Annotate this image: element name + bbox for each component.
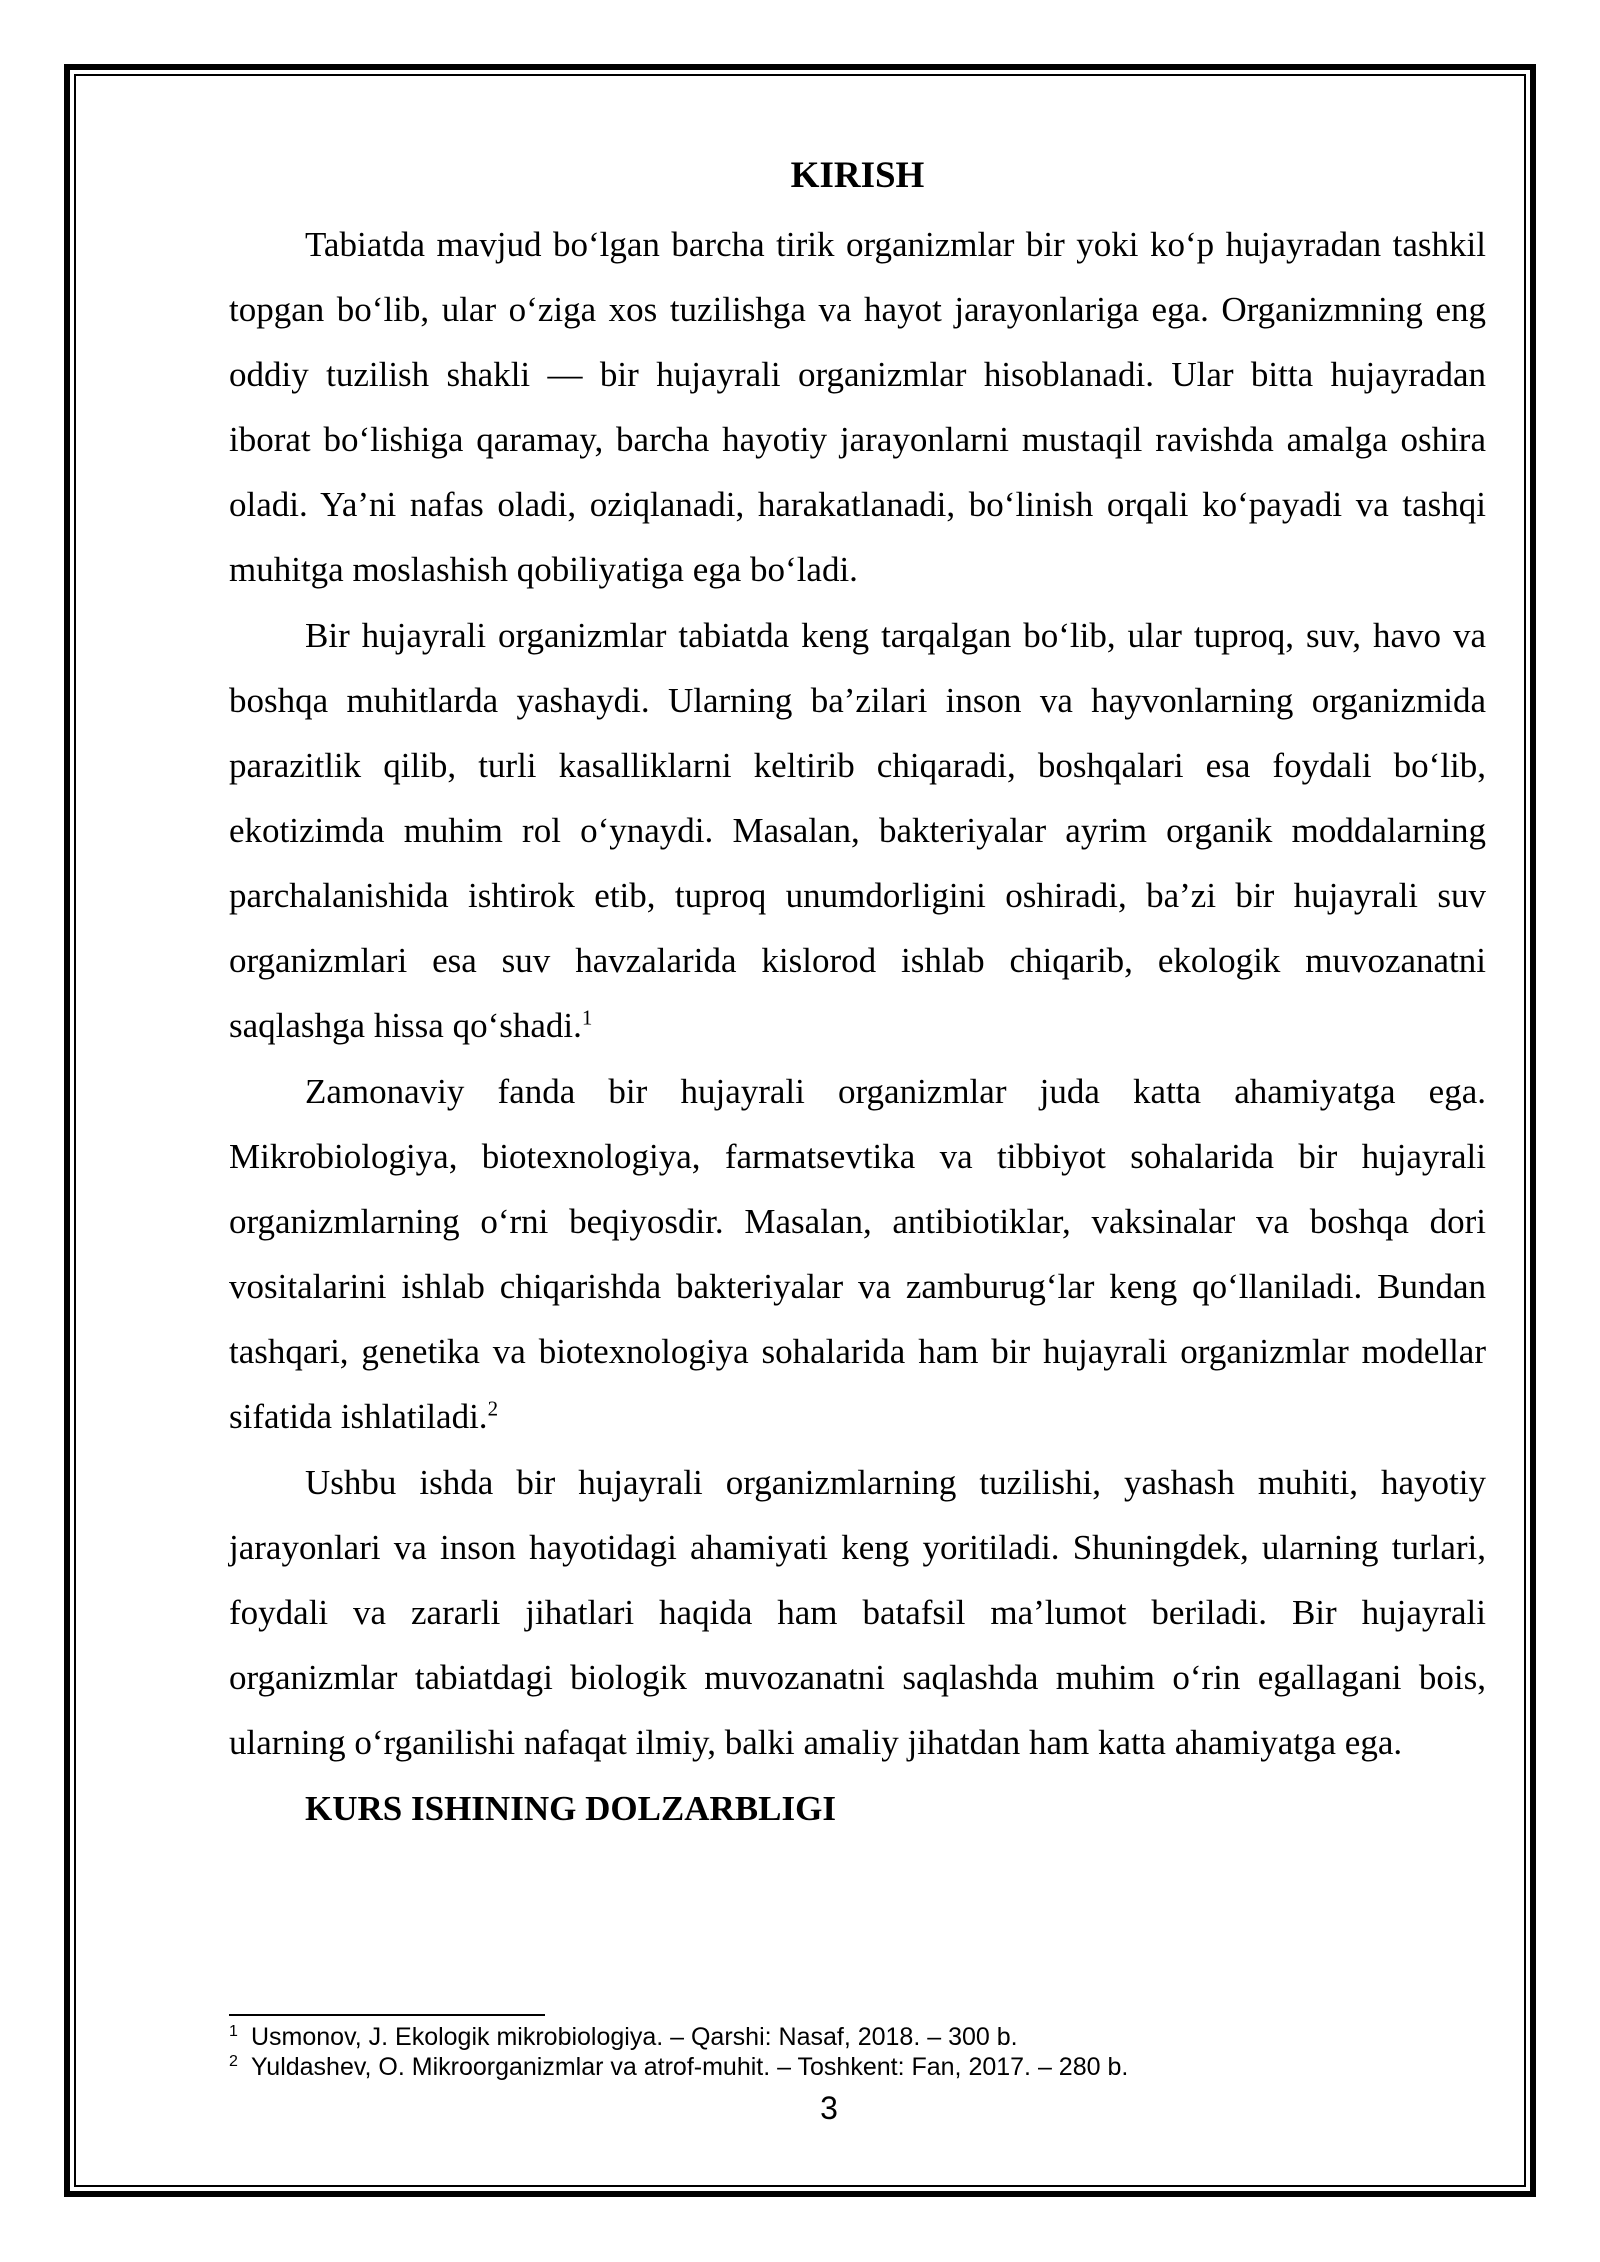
paragraph-3 — [229, 1059, 1486, 1449]
paragraph-text: Zamonaviy fanda bir hujayrali organizmlar juda katta ahamiyatga ega. Mikrobiologiya, biotexnologiya, farmatsevtika va tibbiyot sohalarida bir hujayrali organizmlarning o‘rni beqiyosdir. Masalan, antibiotiklar, vaksinalar va boshqa dori vositalarini ishlab chiqarishda bakteriyalar va zamburug‘lar keng qo‘llaniladi. Bundan tashqari, genetika va biotexnologiya sohalarida ham bir hujayrali organizmlar modellar sifatida ishlatiladi. — [229, 1072, 1486, 1436]
footnote-item: 1 Usmonov, J. Ekologik mikrobiologiya. – Qarshi: Nasaf, 2018. – 300 b. — [229, 2022, 1018, 2051]
footnote-item: 2 Yuldashev, O. Mikroorganizmlar va atrof-muhit. – Toshkent: Fan, 2017. – 280 b. — [229, 2052, 1129, 2081]
paragraph-text: Ushbu ishda bir hujayrali organizmlarning tuzilishi, yashash muhiti, hayotiy jarayonlari va inson hayotidagi ahamiyati keng yoritiladi. Shuningdek, ularning turlari, foydali va zararli jihatlari haqida ham batafsil ma’lumot beriladi. Bir hujayrali organizmlar tabiatdagi biologik muvozanatni saqlashda muhim o‘rin egallagani bois, ularning o‘rganilishi nafaqat ilmiy, balki amaliy jihatdan ham katta ahamiyatga ega. — [229, 1463, 1486, 1762]
paragraph-text: Tabiatda mavjud bo‘lgan barcha tirik organizmlar bir yoki ko‘p hujayradan tashkil topgan bo‘lib, ular o‘ziga xos tuzilishga va hayot jarayonlariga ega. Organizmning eng oddiy tuzilish shakli — bir hujayrali organizmlar hisoblanadi. Ular bitta hujayradan iborat bo‘lishiga qaramay, barcha hayotiy jarayonlarni mustaqil ravishda amalga oshira oladi. Ya’ni nafas oladi, oziqlanadi, harakatlanadi, bo‘linish orqali ko‘payadi va tashqi muhitga moslashish qobiliyatiga ega bo‘ladi. — [229, 225, 1486, 589]
document-body — [229, 148, 1486, 1841]
paragraph-1 — [229, 212, 1486, 602]
paragraph-text: Bir hujayrali organizmlar tabiatda keng tarqalgan bo‘lib, ular tuproq, suv, havo va boshqa muhitlarda yashaydi. Ularning ba’zilari inson va hayvonlarning organizmida parazitlik qilib, turli kasalliklarni keltirib chiqaradi, boshqalari esa foydali bo‘lib, ekotizimda muhim rol o‘ynaydi. Masalan, bakteriyalar ayrim organik moddalarning parchalanishida ishtirok etib, tuproq unumdorligini oshiradi, ba’zi bir hujayrali suv organizmlari esa suv havzalarida kislorod ishlab chiqarib, ekologik muvozanatni saqlashga hissa qo‘shadi. — [229, 616, 1486, 1045]
footnotes — [229, 2014, 1486, 2082]
section-heading: KIRISH — [790, 155, 925, 196]
paragraph-4 — [229, 1450, 1486, 1775]
footnote-text: Usmonov, J. Ekologik mikrobiologiya. – Qarshi: Nasaf, 2018. – 300 b. — [251, 2023, 1018, 2051]
footnote-ref: 1 — [581, 1005, 593, 1030]
page-number: 3 — [820, 2090, 838, 2126]
paragraph-2 — [229, 603, 1486, 1058]
subsection-heading: KURS ISHINING DOLZARBLIGI — [305, 1789, 836, 1828]
footnote-ref: 2 — [487, 1396, 499, 1421]
footnote-separator — [229, 2014, 545, 2016]
footnote-text: Yuldashev, O. Mikroorganizmlar va atrof-muhit. – Toshkent: Fan, 2017. – 280 b. — [251, 2053, 1129, 2081]
